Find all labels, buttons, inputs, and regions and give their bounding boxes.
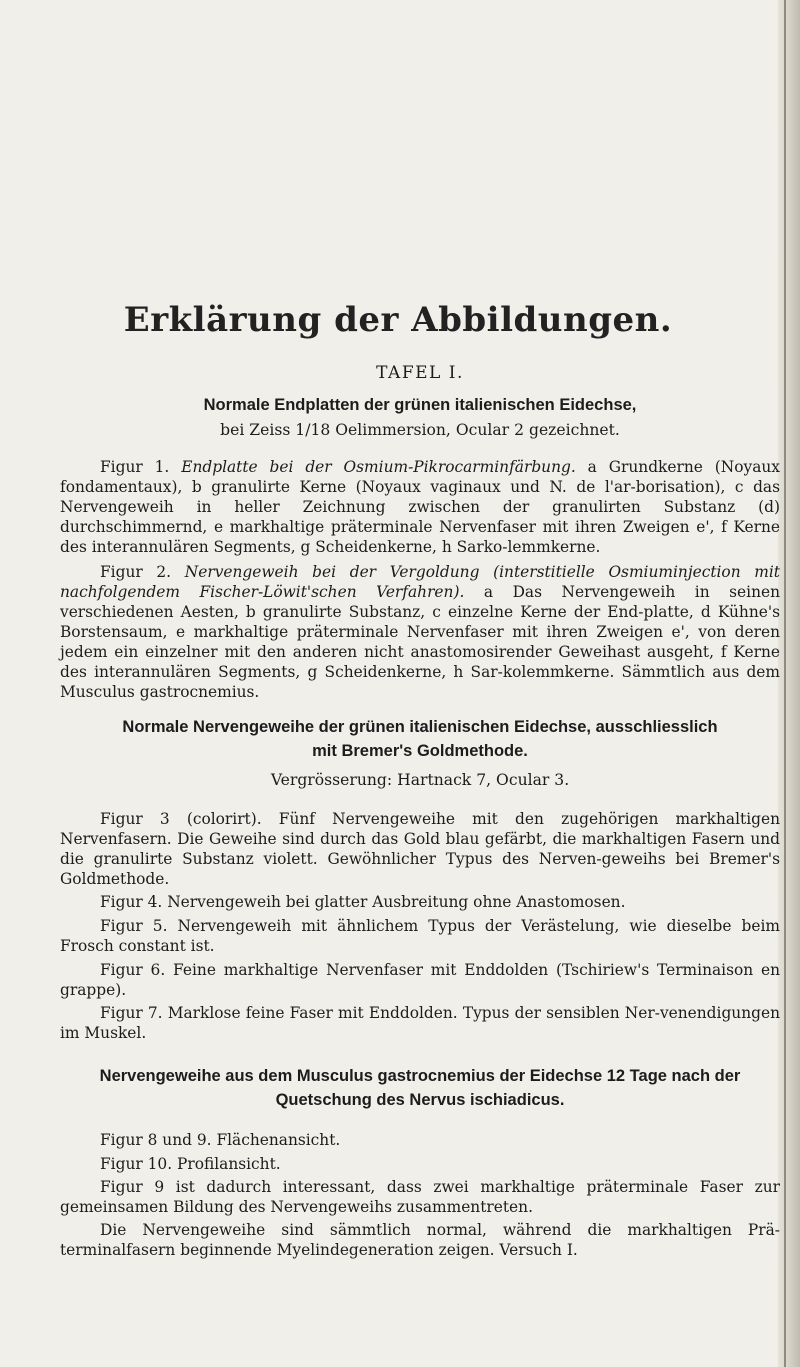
figure-4-caption [60,892,780,912]
closing-note [60,1220,780,1260]
fig1-title: Endplatte bei der Osmium-Pikrocarminfärbung. [181,458,576,476]
closing-text: Die Nervengeweihe sind sämmtlich normal, während die markhaltigen Prä-terminalfasern beginnende Myelindegeneration zeigen. Versuch I. [60,1221,780,1259]
fig9-note-text: Figur 9 ist dadurch interessant, dass zwei markhaltige präterminale Faser zur gemeinsamen Bildung des Nervengeweihs zusammentreten. [60,1178,780,1216]
section-1-heading: Normale Endplatten der grünen italienischen Eidechse, [203,396,637,414]
section-1-subtitle: bei Zeiss 1/18 Oelimmersion, Ocular 2 gezeichnet. [220,421,620,439]
page-edge-line [784,0,786,1367]
figure-3-caption [60,809,780,889]
fig5-text: Figur 5. Nervengeweih mit ähnlichem Typus der Verästelung, wie dieselbe beim Frosch constant ist. [60,917,780,955]
section-3-heading-line2: Quetschung des Nervus ischiadicus. [275,1091,565,1109]
figure-1-caption [60,457,780,557]
figure-10-caption [60,1154,780,1174]
section-2-heading-line2: mit Bremer's Goldmethode. [312,742,528,760]
fig1-text: a Grundkerne (Noyaux fondamentaux), b granulirte Kerne (Noyaux vaginaux und N. de l'ar-borisation), c das Nervengeweih in heller Zeichnung zwischen der granulirten Substanz (d) durchschimmernd, e markhaltige präterminale Nervenfaser mit ihren Zweigen e', f Kerne des interannulären Segments, g Scheidenkerne, h Sarko-lemmkerne. [60,458,780,556]
fig4-text: Figur 4. Nervengeweih bei glatter Ausbreitung ohne Anastomosen. [100,893,626,911]
figure-5-caption [60,916,780,956]
section-3-heading-line1: Nervengeweihe aus dem Musculus gastrocnemius der Eidechse 12 Tage nach der [99,1067,741,1085]
fig2-text: a Das Nervengeweih in seinen verschiedenen Aesten, b granulirte Substanz, c einzelne Kerne der End-platte, d Kühne's Borstensaum, e markhaltige präterminale Nervenfaser mit ihren Zweigen e', von deren jedem ein einzelner mit den anderen nicht anastomosirender Geweihast ausgeht, f Kerne des interannulären Segments, g Scheidenkerne, h Sar-kolemmkerne. Sämmtlich aus dem Musculus gastrocnemius. [60,583,780,701]
figure-6-caption [60,960,780,1000]
fig1-label: Figur 1. [100,458,170,476]
section-2-subtitle: Vergrösserung: Hartnack 7, Ocular 3. [270,771,570,789]
fig3-text: Figur 3 (colorirt). Fünf Nervengeweihe mit den zugehörigen markhaltigen Nervenfasern. Die Geweihe sind durch das Gold blau gefärbt, die markhaltigen Fasern und die granulirte Substanz violett. Gewöhnlicher Typus des Nerven-geweihs bei Bremer's Goldmethode. [60,810,780,888]
page-edge [778,0,800,1367]
page-title: Erklärung der Abbildungen. [123,300,673,340]
fig89-text: Figur 8 und 9. Flächenansicht. [100,1131,341,1149]
fig10-text: Figur 10. Profilansicht. [100,1155,281,1173]
figure-8-9-caption [60,1130,780,1150]
section-2-heading-line1: Normale Nervengeweihe der grünen italienischen Eidechse, ausschliesslich [122,718,718,736]
fig2-title: Nervengeweih bei der Vergoldung (interstitielle Osmiuminjection mit nachfolgendem Fischer-Löwit'schen Verfahren). [60,563,780,601]
figure-7-caption [60,1003,780,1043]
fig2-label: Figur 2. [100,563,172,581]
fig7-text: Figur 7. Marklose feine Faser mit Enddolden. Typus der sensiblen Ner-venendigungen im Muskel. [60,1004,780,1042]
fig6-text: Figur 6. Feine markhaltige Nervenfaser mit Enddolden (Tschiriew's Terminaison en grappe). [60,961,780,999]
figure-2-caption [60,562,780,702]
plate-label: TAFEL I. [376,363,464,383]
figure-9-note [60,1177,780,1217]
